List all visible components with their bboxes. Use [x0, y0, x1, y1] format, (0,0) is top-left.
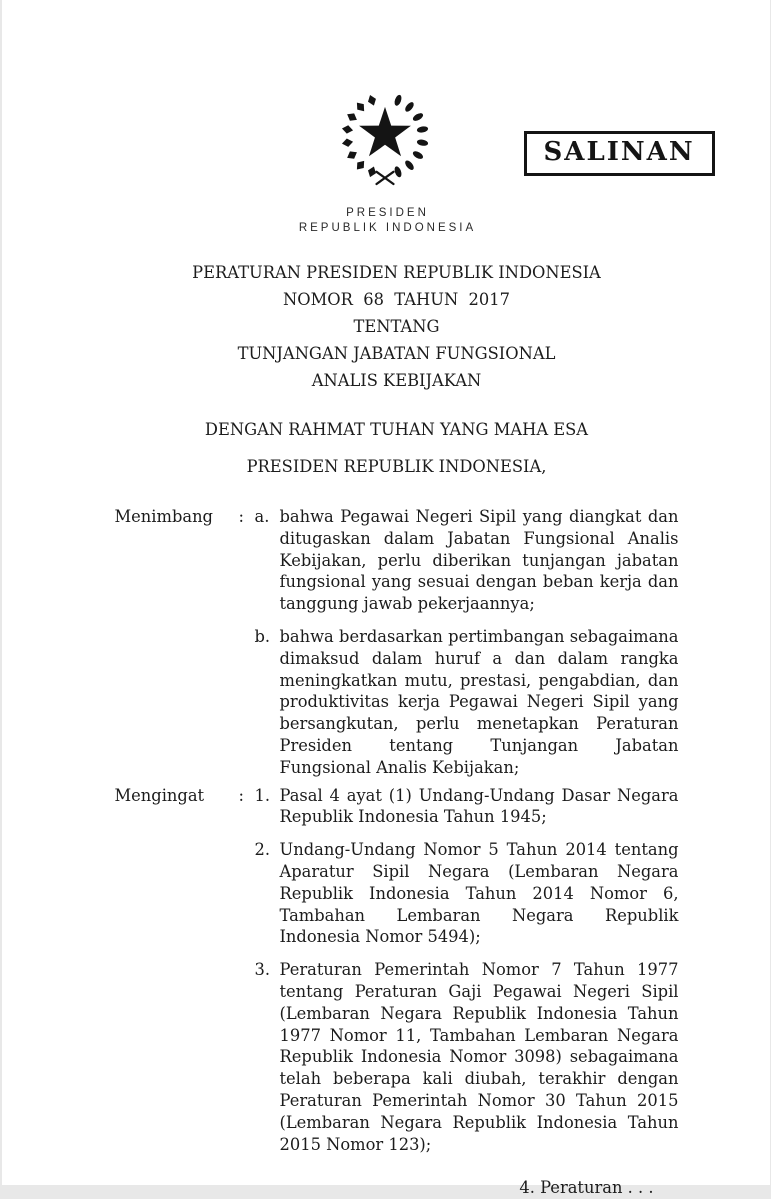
document-page — [2, 0, 770, 1185]
recalling-items — [255, 785, 679, 1156]
letterhead-presiden: PRESIDEN — [4, 206, 771, 221]
letterhead — [4, 206, 771, 236]
item-marker: 3. — [255, 959, 280, 1155]
recalling-colon: : — [239, 785, 255, 807]
salinan-stamp: SALINAN — [524, 131, 715, 176]
considering-colon: : — [239, 506, 255, 528]
considering-clause — [115, 506, 679, 779]
invocation-line: DENGAN RAHMAT TUHAN YANG MAHA ESA — [115, 416, 679, 443]
recalling-label: Mengingat — [115, 785, 239, 807]
recalling-item-2 — [255, 839, 679, 948]
recalling-item-1 — [255, 785, 679, 829]
regulation-number: NOMOR 68 TAHUN 2017 — [115, 286, 679, 313]
item-text: Peraturan Pemerintah Nomor 7 Tahun 1977 tentang Peraturan Gaji Pegawai Negeri Sipil (Lembaran Negara Republik Indonesia Tahun 1977 Nomor 11, Tambahan Lembaran Negara Republik Indonesia Nomor 3098) sebagaimana telah beberapa kali diubah, terakhir dengan Peraturan Pemerintah Nomor 30 Tahun 2015 (Lembaran Negara Republik Indonesia Tahun 2015 Nomor 123); — [280, 959, 679, 1155]
item-marker: b. — [255, 626, 280, 779]
item-text: Undang-Undang Nomor 5 Tahun 2014 tentang Aparatur Sipil Negara (Lembaran Negara Republik Indonesia Tahun 2014 Nomor 6, Tambahan Lembaran Negara Republik Indonesia Nomor 5494); — [280, 839, 679, 948]
recalling-clause — [115, 785, 679, 1156]
document-body — [115, 259, 679, 1199]
tentang-label: TENTANG — [115, 313, 679, 340]
subject-line-1: TUNJANGAN JABATAN FUNGSIONAL — [115, 340, 679, 367]
recalling-item-3 — [255, 959, 679, 1155]
authority-line: PRESIDEN REPUBLIK INDONESIA, — [115, 453, 679, 480]
title-block — [115, 259, 679, 394]
subject-line-2: ANALIS KEBIJAKAN — [115, 367, 679, 394]
page-catchword: 4. Peraturan . . . — [115, 1177, 679, 1199]
letterhead-republik-indonesia: REPUBLIK INDONESIA — [4, 221, 771, 236]
item-text: bahwa berdasarkan pertimbangan sebagaimana dimaksud dalam huruf a dan dalam rangka meningkatkan mutu, prestasi, pengabdian, dan produktivitas kerja Pegawai Negeri Sipil yang bersangkutan, perlu menetapkan Peraturan Presiden tentang Tunjangan Jabatan Fungsional Analis Kebijakan; — [280, 626, 679, 779]
item-text: Pasal 4 ayat (1) Undang-Undang Dasar Negara Republik Indonesia Tahun 1945; — [280, 785, 679, 829]
regulation-title: PERATURAN PRESIDEN REPUBLIK INDONESIA — [115, 259, 679, 286]
item-marker: a. — [255, 506, 280, 615]
considering-items — [255, 506, 679, 779]
considering-item-a — [255, 506, 679, 615]
presidential-seal-icon — [338, 85, 432, 189]
item-text: bahwa Pegawai Negeri Sipil yang diangkat dan ditugaskan dalam Jabatan Fungsional Analis Kebijakan, perlu diberikan tunjangan jabatan fungsional yang sesuai dengan beban kerja dan tanggung jawab pekerjaannya; — [280, 506, 679, 615]
considering-label: Menimbang — [115, 506, 239, 528]
considering-item-b — [255, 626, 679, 779]
item-marker: 2. — [255, 839, 280, 948]
item-marker: 1. — [255, 785, 280, 829]
